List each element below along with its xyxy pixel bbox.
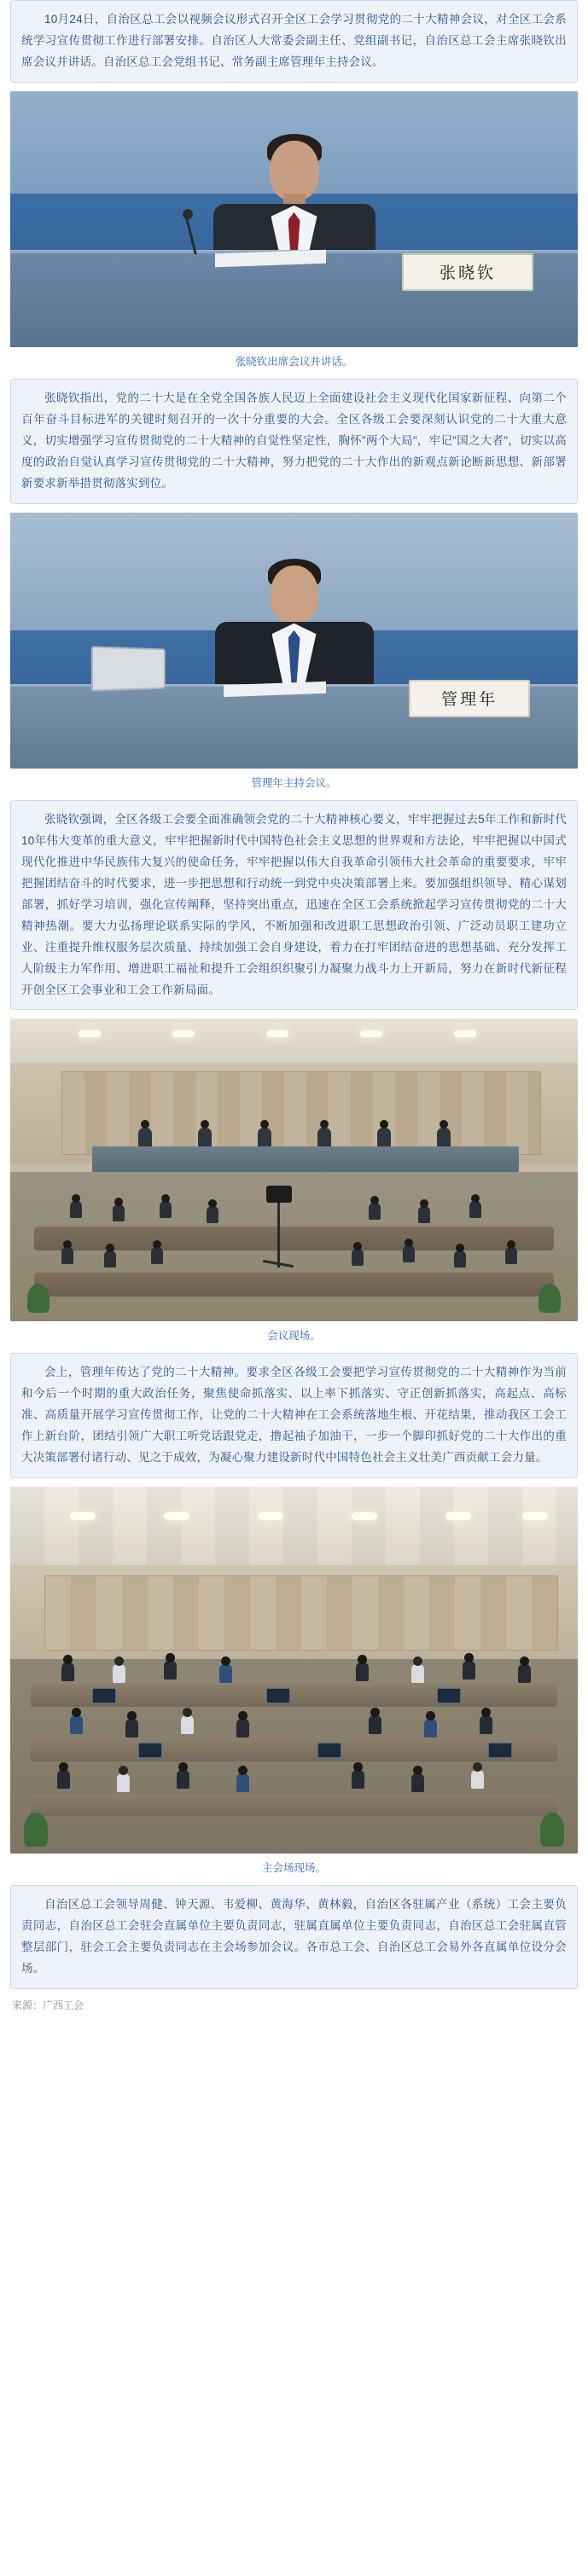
- ceiling-beams: [10, 1487, 578, 1565]
- attendee: [219, 1664, 232, 1683]
- attendee: [113, 1664, 125, 1683]
- attendee: [454, 1250, 466, 1268]
- attendee: [424, 1719, 437, 1738]
- attendee: [463, 1661, 475, 1680]
- figure-caption: 会议现场。: [267, 1330, 321, 1343]
- laptop-icon: [91, 646, 166, 691]
- attendee: [160, 1201, 172, 1218]
- photo-zhangxiaoqin-speaking: [10, 91, 578, 347]
- paragraph-text: 10月24日，自治区总工会以视频会议形式召开全区工会学习贯彻党的二十大精神会议，对全区工会系统学习宣传贯彻工作进行部署安排。自治区人大常委会副主任、党组副书记，自治区总工会主席张晓钦出席会议并讲话。自治区总工会党组书记、常务副主席管理年主持会议。: [21, 13, 567, 68]
- attendee: [70, 1715, 83, 1734]
- potted-plant-icon: [539, 1284, 561, 1313]
- figure-guanlinian: [10, 513, 578, 790]
- wood-wall-panel: [44, 1575, 558, 1651]
- attendee: [505, 1247, 517, 1264]
- attendee: [480, 1715, 492, 1734]
- monitor-icon: [437, 1688, 461, 1703]
- paragraph-text: 会上，管理年传达了党的二十大精神。要求全区各级工会要把学习宣传贯彻党的二十大精神作为当前和今后一个时期的重大政治任务，聚焦使命抓落实、以上率下抓落实、守正创新抓落实，高起点、高标准、高质量开展学习宣传贯彻工作，让党的二十大精神在工会系统落地生根、开花结果，推动我区工会工作上新台阶，团结引领广大职工听党话跟党走，撸起袖子加油干，一步一个脚印抓好党的二十大作出的重大决策部署付诸行动、见之于成效，为凝心聚力建设新时代中国特色社会主义壮美广西贡献工会力量。: [21, 1366, 567, 1465]
- attendee: [411, 1664, 424, 1683]
- attendee: [207, 1206, 218, 1223]
- attendee: [352, 1770, 364, 1789]
- attendee: [369, 1715, 381, 1734]
- monitor-icon: [488, 1743, 512, 1758]
- attendee: [471, 1770, 484, 1789]
- head-table-attendee: [258, 1128, 271, 1148]
- paragraph-speech-1: [10, 379, 578, 504]
- attendee: [403, 1245, 415, 1262]
- monitor-icon: [317, 1743, 341, 1758]
- monitor-icon: [138, 1743, 162, 1758]
- attendee: [125, 1719, 138, 1738]
- figure-caption: 主会场现场。: [261, 1862, 326, 1875]
- figure-main-venue: [10, 1487, 578, 1875]
- photo-main-venue: [10, 1487, 578, 1854]
- head-table-attendee: [377, 1128, 391, 1148]
- monitor-icon: [92, 1688, 116, 1703]
- ceiling-light: [258, 1512, 283, 1520]
- nameplate: 管理年: [409, 680, 530, 717]
- attendee: [70, 1201, 82, 1218]
- potted-plant-icon: [24, 1813, 48, 1847]
- camera-icon: [266, 1186, 292, 1203]
- paragraph-speech-2: [10, 800, 578, 1011]
- stage-wood-panel: [61, 1071, 541, 1155]
- paragraph-text: 张晓钦强调，全区各级工会要全面准确领会党的二十大精神核心要义，牢牢把握过去5年工作和新时代10年伟大变革的重大意义，牢牢把握新时代中国特色社会主义思想的世界观和方法论，牢牢把握以中国式现代化推进中华民族伟大复兴的使命任务，牢牢把握以伟大自我革命引领伟大社会革命的重要要求，牢牢把握团结奋斗的时代要求，进一步把思想和行动统一到党中央决策部署上来。要加强组织领导、精心谋划部署，抓好学习培训，强化宣传阐释，坚持突出重点，迅速在全区工会系统掀起学习宣传贯彻党的二十大精神热潮。要大力弘扬理论联系实际的学风，不断加强和改进职工思想政治引领、广泛动员职工建功立业、注重提升维权服务层次质量、持续加强工会自身建设，着力在打牢团结奋进的思想基础、充分发挥工人阶级主力军作用、增进职工福祉和提升工会组织织聚引力凝聚力战斗力上开新局，努力在新时代新征程开创全区工会事业和工会工作新局面。: [21, 812, 567, 996]
- photo-guanlinian-presiding: [10, 513, 578, 769]
- attendee: [177, 1770, 189, 1789]
- attendee: [117, 1773, 130, 1792]
- tripod-stem: [277, 1203, 280, 1268]
- figure-zhangxiaoqin: [10, 91, 578, 368]
- conference-desk-row: [31, 1794, 557, 1816]
- attendee: [352, 1249, 364, 1266]
- paragraph-speech-3: [10, 1353, 578, 1478]
- attendee: [469, 1201, 481, 1218]
- paragraph-text: 张晓钦指出，党的二十大是在全党全国各族人民迈上全面建设社会主义现代化国家新征程、向第二个百年奋斗目标进军的关键时刻召开的一次十分重要的大会。全区各级工会要深刻认识党的二十大重大意义，切实增强学习宣传贯彻党的二十大精神的自觉性坚定性，胸怀"两个大局"，牢记"国之大者"，切实以高度的政治自觉认真学习宣传贯彻党的二十大精神，努力把党的二十大作出的新观点新论断新思想、新部署新要求新举措贯彻落实到位。: [21, 391, 567, 490]
- attendee: [164, 1661, 177, 1680]
- paragraph-text: 自治区总工会领导周健、钟天源、韦爱柳、黄海华、黄林毅，自治区各驻属产业（系统）工会主要负责同志，自治区总工会驻会直属单位主要负责同志，驻属直属单位主要负责同志，自治区总工会驻属直管整层部门，驻会工会主要负责同志在主会场参加会议。各市总工会、自治区总工会易外各直属单位设分会场。: [21, 1898, 567, 1976]
- attendee: [411, 1773, 424, 1792]
- paragraph-intro: [10, 0, 578, 83]
- attendee: [151, 1247, 163, 1264]
- attendee: [518, 1664, 531, 1683]
- speaker-head: [270, 141, 319, 200]
- speaker-head: [271, 566, 318, 624]
- photo-meeting-site: [10, 1018, 578, 1321]
- attendee: [61, 1662, 74, 1681]
- head-table: [92, 1146, 519, 1172]
- conference-desk-row: [31, 1739, 557, 1761]
- ceiling: [10, 1018, 578, 1063]
- head-table-attendee: [138, 1128, 152, 1148]
- ceiling-light: [70, 1512, 96, 1520]
- potted-plant-icon: [540, 1813, 564, 1847]
- ceiling-light: [164, 1512, 189, 1520]
- attendee: [181, 1715, 194, 1734]
- ceiling-light: [445, 1512, 471, 1520]
- paragraph-closing: [10, 1885, 578, 1989]
- attendee: [356, 1662, 369, 1681]
- ceiling-light: [454, 1030, 476, 1037]
- attendee: [236, 1719, 249, 1738]
- attendee: [104, 1250, 116, 1268]
- nameplate: 张晓钦: [402, 253, 533, 291]
- ceiling-light: [352, 1512, 377, 1520]
- ceiling-light: [360, 1030, 382, 1037]
- head-table-attendee: [437, 1128, 451, 1148]
- ceiling-light: [79, 1030, 101, 1037]
- ceiling-light: [266, 1030, 288, 1037]
- attendee: [61, 1247, 73, 1264]
- head-table-attendee: [198, 1128, 212, 1148]
- attendee: [57, 1770, 70, 1789]
- head-table-attendee: [317, 1128, 331, 1148]
- figure-caption: 张晓钦出席会议并讲话。: [235, 355, 353, 368]
- ceiling-light: [522, 1512, 548, 1520]
- ceiling-light: [172, 1030, 195, 1037]
- source-label: 来源：广西工会: [12, 1999, 84, 2012]
- figure-caption: 管理年主持会议。: [251, 776, 337, 789]
- attendee: [369, 1203, 381, 1220]
- attendee: [236, 1773, 249, 1792]
- attendee: [113, 1204, 125, 1221]
- attendee: [418, 1206, 430, 1223]
- seat-row: [34, 1273, 554, 1297]
- monitor-icon: [266, 1688, 290, 1703]
- potted-plant-icon: [27, 1284, 49, 1313]
- figure-meeting-site: [10, 1018, 578, 1343]
